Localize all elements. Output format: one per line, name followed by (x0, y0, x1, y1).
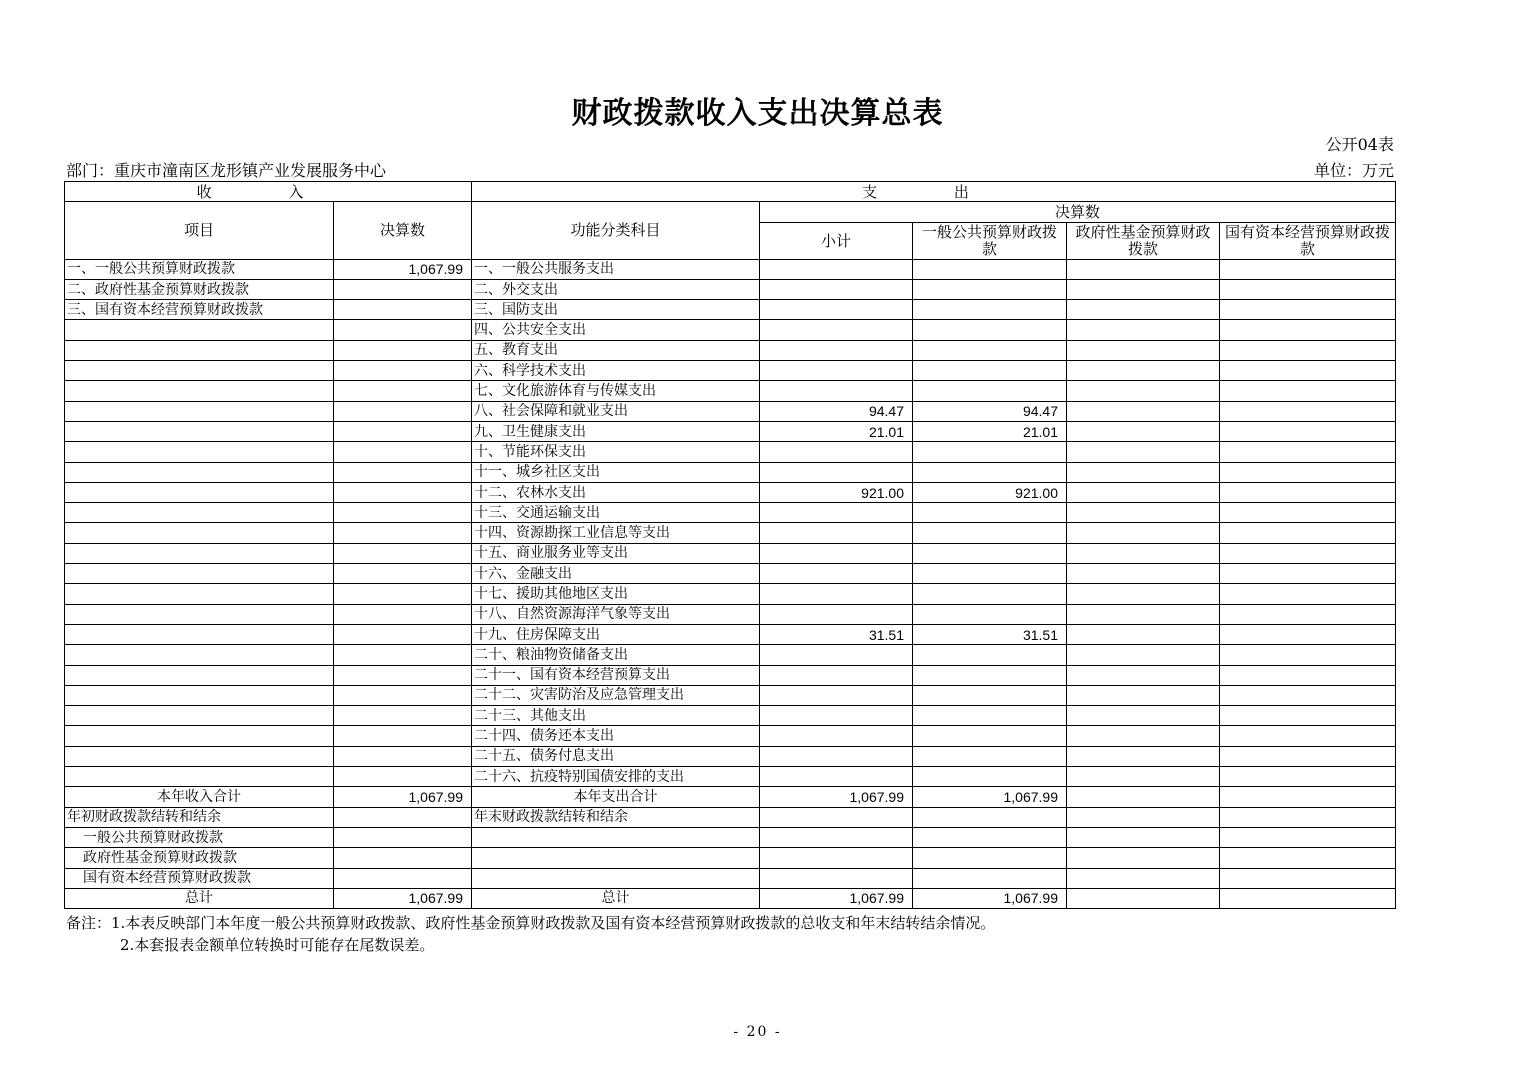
exp-general-cell (913, 645, 1067, 665)
exp-capital-cell (1220, 381, 1396, 401)
exp-capital-cell (1220, 706, 1396, 726)
table-row (65, 523, 1396, 543)
notes (66, 912, 995, 956)
income-amount-cell (334, 462, 472, 482)
exp-fund-cell (1067, 340, 1220, 360)
table-row (65, 401, 1396, 421)
exp-fund-cell (1067, 401, 1220, 421)
year-income-total-label: 本年收入合计 (65, 787, 334, 807)
table-row (65, 665, 1396, 685)
empty-cell (760, 848, 913, 868)
exp-subtotal-cell (760, 462, 913, 482)
unit-label: 单位：万元 (1313, 161, 1394, 180)
exp-general-cell (913, 300, 1067, 320)
exp-capital-cell (1220, 361, 1396, 381)
exp-item-cell: 十五、商业服务业等支出 (472, 543, 760, 563)
income-item-cell (65, 665, 334, 685)
item-header: 项目 (65, 202, 334, 259)
exp-item-cell: 四、公共安全支出 (472, 320, 760, 340)
table-row (65, 361, 1396, 381)
exp-fund-cell (1067, 665, 1220, 685)
exp-fund-cell (1067, 361, 1220, 381)
income-amount-cell (334, 624, 472, 644)
exp-fund-cell (1067, 279, 1220, 299)
year-exp-total-general: 1,067.99 (913, 787, 1067, 807)
table-row (65, 503, 1396, 523)
table-row (65, 381, 1396, 401)
exp-item-cell: 二、外交支出 (472, 279, 760, 299)
grand-exp-total-general: 1,067.99 (913, 888, 1067, 908)
income-amount-cell (334, 746, 472, 766)
table-row (65, 340, 1396, 360)
table-row (65, 706, 1396, 726)
income-header: 收 入 (65, 182, 472, 202)
grand-income-total-amount: 1,067.99 (334, 888, 472, 908)
exp-general-cell (913, 503, 1067, 523)
income-amount-cell (334, 340, 472, 360)
income-item-cell: 一、一般公共预算财政拨款 (65, 259, 334, 279)
exp-item-cell: 十八、自然资源海洋气象等支出 (472, 604, 760, 624)
income-amount-cell (334, 543, 472, 563)
income-item-cell (65, 442, 334, 462)
exp-capital-cell (1220, 503, 1396, 523)
exp-general-cell (913, 442, 1067, 462)
income-amount-cell (334, 726, 472, 746)
exp-fund-cell (1067, 543, 1220, 563)
exp-general-cell (913, 665, 1067, 685)
exp-capital-cell (1220, 665, 1396, 685)
exp-subtotal-cell (760, 706, 913, 726)
exp-item-cell: 十一、城乡社区支出 (472, 462, 760, 482)
page-title: 财政拨款收入支出决算总表 (571, 96, 944, 131)
exp-capital-cell (1220, 320, 1396, 340)
exp-subtotal-cell (760, 767, 913, 787)
end-carry-capital (1220, 807, 1396, 827)
exp-capital-cell (1220, 604, 1396, 624)
empty-cell (1067, 848, 1220, 868)
exp-general-cell (913, 340, 1067, 360)
exp-capital-cell (1220, 767, 1396, 787)
carry-sub-fund-amount (334, 848, 472, 868)
exp-general-cell: 31.51 (913, 624, 1067, 644)
exp-general-cell (913, 543, 1067, 563)
exp-item-cell: 二十四、债务还本支出 (472, 726, 760, 746)
income-amount-cell (334, 442, 472, 462)
grand-exp-total-label: 总计 (472, 888, 760, 908)
exp-general-cell (913, 279, 1067, 299)
exp-capital-cell (1220, 624, 1396, 644)
empty-cell (760, 868, 913, 888)
carry-sub-row (65, 827, 1396, 847)
end-carry-subtotal (760, 807, 913, 827)
exp-item-cell: 六、科学技术支出 (472, 361, 760, 381)
exp-fund-cell (1067, 706, 1220, 726)
exp-general-cell (913, 564, 1067, 584)
exp-capital-cell (1220, 462, 1396, 482)
grand-total-row (65, 888, 1396, 908)
exp-general-cell (913, 726, 1067, 746)
header-row-2 (65, 202, 1396, 222)
exp-fund-cell (1067, 300, 1220, 320)
exp-item-cell: 二十三、其他支出 (472, 706, 760, 726)
final-amount-header: 决算数 (334, 202, 472, 259)
exp-subtotal-cell (760, 259, 913, 279)
grand-exp-total-fund (1067, 888, 1220, 908)
income-amount-cell: 1,067.99 (334, 259, 472, 279)
income-item-cell (65, 706, 334, 726)
empty-cell (1067, 868, 1220, 888)
income-amount-cell (334, 421, 472, 441)
exp-capital-cell (1220, 401, 1396, 421)
exp-subtotal-cell: 21.01 (760, 421, 913, 441)
exp-item-cell: 十、节能环保支出 (472, 442, 760, 462)
department-label: 部门：重庆市潼南区龙形镇产业发展服务中心 (66, 161, 387, 180)
exp-subtotal-cell (760, 279, 913, 299)
gov-fund-header: 政府性基金预算财政拨款 (1067, 222, 1220, 259)
exp-capital-cell (1220, 442, 1396, 462)
exp-subtotal-cell (760, 685, 913, 705)
income-amount-cell (334, 685, 472, 705)
income-item-cell (65, 462, 334, 482)
exp-item-cell: 八、社会保障和就业支出 (472, 401, 760, 421)
exp-capital-cell (1220, 279, 1396, 299)
exp-fund-cell (1067, 259, 1220, 279)
carry-sub-capital-amount (334, 868, 472, 888)
exp-subtotal-cell: 921.00 (760, 482, 913, 502)
exp-subtotal-cell (760, 746, 913, 766)
table-row (65, 279, 1396, 299)
exp-general-cell (913, 259, 1067, 279)
table-row (65, 645, 1396, 665)
income-item-cell (65, 604, 334, 624)
exp-general-cell (913, 746, 1067, 766)
table-row (65, 462, 1396, 482)
exp-general-cell (913, 523, 1067, 543)
state-capital-header: 国有资本经营预算财政拨款 (1220, 222, 1396, 259)
exp-fund-cell (1067, 564, 1220, 584)
subtotal-header: 小计 (760, 222, 913, 259)
income-item-cell (65, 361, 334, 381)
exp-item-cell: 二十二、灾害防治及应急管理支出 (472, 685, 760, 705)
exp-item-cell: 三、国防支出 (472, 300, 760, 320)
income-amount-cell (334, 665, 472, 685)
table-row (65, 543, 1396, 563)
income-amount-cell (334, 645, 472, 665)
income-item-cell (65, 767, 334, 787)
exp-fund-cell (1067, 624, 1220, 644)
grand-exp-total-subtotal: 1,067.99 (760, 888, 913, 908)
exp-fund-cell (1067, 421, 1220, 441)
empty-cell (472, 848, 760, 868)
exp-fund-cell (1067, 462, 1220, 482)
grand-exp-total-capital (1220, 888, 1396, 908)
income-item-cell (65, 564, 334, 584)
income-amount-cell (334, 401, 472, 421)
exp-fund-cell (1067, 726, 1220, 746)
exp-capital-cell (1220, 685, 1396, 705)
exp-fund-cell (1067, 584, 1220, 604)
carry-sub-row (65, 868, 1396, 888)
exp-capital-cell (1220, 564, 1396, 584)
exp-general-cell: 921.00 (913, 482, 1067, 502)
exp-item-cell: 九、卫生健康支出 (472, 421, 760, 441)
carry-sub-row (65, 848, 1396, 868)
income-item-cell (65, 726, 334, 746)
table-row (65, 767, 1396, 787)
exp-item-cell: 一、一般公共服务支出 (472, 259, 760, 279)
exp-general-cell (913, 361, 1067, 381)
empty-cell (913, 848, 1067, 868)
exp-subtotal-cell: 94.47 (760, 401, 913, 421)
year-exp-total-label: 本年支出合计 (472, 787, 760, 807)
empty-cell (1220, 848, 1396, 868)
exp-subtotal-cell (760, 604, 913, 624)
function-class-header: 功能分类科目 (472, 202, 760, 259)
income-amount-cell (334, 767, 472, 787)
exp-item-cell: 十七、援助其他地区支出 (472, 584, 760, 604)
exp-fund-cell (1067, 503, 1220, 523)
income-item-cell (65, 482, 334, 502)
income-amount-cell (334, 320, 472, 340)
exp-subtotal-cell (760, 523, 913, 543)
year-exp-total-subtotal: 1,067.99 (760, 787, 913, 807)
exp-fund-cell (1067, 381, 1220, 401)
table-row (65, 421, 1396, 441)
exp-general-cell (913, 462, 1067, 482)
exp-fund-cell (1067, 604, 1220, 624)
income-amount-cell (334, 503, 472, 523)
exp-fund-cell (1067, 645, 1220, 665)
exp-subtotal-cell (760, 442, 913, 462)
page-number: - 20 - (733, 1024, 782, 1040)
carry-sub-general: 一般公共预算财政拨款 (65, 827, 334, 847)
year-exp-total-capital (1220, 787, 1396, 807)
exp-general-cell (913, 767, 1067, 787)
carry-sub-fund: 政府性基金预算财政拨款 (65, 848, 334, 868)
exp-item-cell: 十二、农林水支出 (472, 482, 760, 502)
note-line-2: 2.本套报表金额单位转换时可能存在尾数误差。 (120, 936, 435, 954)
income-amount-cell (334, 564, 472, 584)
exp-subtotal-cell (760, 300, 913, 320)
exp-subtotal-cell (760, 584, 913, 604)
table-row (65, 624, 1396, 644)
exp-capital-cell (1220, 523, 1396, 543)
empty-cell (913, 868, 1067, 888)
income-item-cell (65, 543, 334, 563)
exp-subtotal-cell (760, 665, 913, 685)
empty-cell (760, 827, 913, 847)
table-row (65, 746, 1396, 766)
exp-capital-cell (1220, 584, 1396, 604)
income-item-cell (65, 381, 334, 401)
income-item-cell (65, 320, 334, 340)
income-item-cell (65, 584, 334, 604)
exp-capital-cell (1220, 645, 1396, 665)
income-amount-cell (334, 604, 472, 624)
income-amount-cell (334, 523, 472, 543)
table-row (65, 320, 1396, 340)
grand-income-total-label: 总计 (65, 888, 334, 908)
exp-fund-cell (1067, 685, 1220, 705)
income-item-cell: 三、国有资本经营预算财政拨款 (65, 300, 334, 320)
income-item-cell (65, 685, 334, 705)
exp-capital-cell (1220, 726, 1396, 746)
exp-general-cell (913, 320, 1067, 340)
year-income-total-amount: 1,067.99 (334, 787, 472, 807)
income-item-cell (65, 645, 334, 665)
begin-carry-label: 年初财政拨款结转和结余 (65, 807, 334, 827)
year-exp-total-fund (1067, 787, 1220, 807)
begin-carry-amount (334, 807, 472, 827)
end-carry-fund (1067, 807, 1220, 827)
exp-capital-cell (1220, 482, 1396, 502)
empty-cell (1220, 827, 1396, 847)
exp-item-cell: 二十、粮油物资储备支出 (472, 645, 760, 665)
exp-fund-cell (1067, 320, 1220, 340)
income-item-cell: 二、政府性基金预算财政拨款 (65, 279, 334, 299)
exp-fund-cell (1067, 482, 1220, 502)
note-line-1: 备注：1.本表反映部门本年度一般公共预算财政拨款、政府性基金预算财政拨款及国有资本经营预算财政拨款的总收支和年末结转结余情况。 (66, 914, 996, 932)
income-item-cell (65, 421, 334, 441)
table-row (65, 604, 1396, 624)
exp-capital-cell (1220, 421, 1396, 441)
income-item-cell (65, 340, 334, 360)
budget-summary-table (64, 181, 1396, 909)
income-amount-cell (334, 482, 472, 502)
table-row (65, 259, 1396, 279)
income-amount-cell (334, 300, 472, 320)
exp-item-cell: 十六、金融支出 (472, 564, 760, 584)
table-row (65, 685, 1396, 705)
exp-item-cell: 二十六、抗疫特别国债安排的支出 (472, 767, 760, 787)
income-item-cell (65, 523, 334, 543)
table-row (65, 442, 1396, 462)
carry-sub-general-amount (334, 827, 472, 847)
exp-capital-cell (1220, 746, 1396, 766)
exp-item-cell: 十九、住房保障支出 (472, 624, 760, 644)
empty-cell (472, 868, 760, 888)
exp-subtotal-cell (760, 361, 913, 381)
exp-general-cell: 21.01 (913, 421, 1067, 441)
empty-cell (1067, 827, 1220, 847)
exp-capital-cell (1220, 543, 1396, 563)
exp-subtotal-cell (760, 381, 913, 401)
exp-fund-cell (1067, 523, 1220, 543)
exp-general-cell (913, 584, 1067, 604)
table-row (65, 564, 1396, 584)
income-item-cell (65, 624, 334, 644)
exp-general-cell (913, 706, 1067, 726)
exp-general-cell: 94.47 (913, 401, 1067, 421)
exp-item-cell: 五、教育支出 (472, 340, 760, 360)
exp-subtotal-cell (760, 645, 913, 665)
exp-subtotal-cell (760, 564, 913, 584)
table-row (65, 726, 1396, 746)
carry-sub-capital: 国有资本经营预算财政拨款 (65, 868, 334, 888)
exp-subtotal-cell: 31.51 (760, 624, 913, 644)
final-amount-group-header: 决算数 (760, 202, 1396, 222)
table-row (65, 584, 1396, 604)
header-row-1 (65, 182, 1396, 202)
exp-subtotal-cell (760, 320, 913, 340)
exp-subtotal-cell (760, 503, 913, 523)
general-budget-header: 一般公共预算财政拨款 (913, 222, 1067, 259)
exp-general-cell (913, 685, 1067, 705)
exp-fund-cell (1067, 442, 1220, 462)
expenditure-header: 支 出 (472, 182, 1396, 202)
income-item-cell (65, 503, 334, 523)
income-amount-cell (334, 706, 472, 726)
form-number: 公开04表 (1325, 135, 1394, 154)
exp-subtotal-cell (760, 340, 913, 360)
year-total-row (65, 787, 1396, 807)
table-row (65, 482, 1396, 502)
income-item-cell (65, 746, 334, 766)
exp-capital-cell (1220, 300, 1396, 320)
exp-item-cell: 七、文化旅游体育与传媒支出 (472, 381, 760, 401)
exp-item-cell: 十三、交通运输支出 (472, 503, 760, 523)
exp-fund-cell (1067, 767, 1220, 787)
income-amount-cell (334, 584, 472, 604)
empty-cell (472, 827, 760, 847)
table-row (65, 300, 1396, 320)
exp-item-cell: 十四、资源勘探工业信息等支出 (472, 523, 760, 543)
exp-subtotal-cell (760, 543, 913, 563)
income-amount-cell (334, 279, 472, 299)
exp-general-cell (913, 381, 1067, 401)
exp-capital-cell (1220, 259, 1396, 279)
income-amount-cell (334, 381, 472, 401)
exp-subtotal-cell (760, 726, 913, 746)
exp-general-cell (913, 604, 1067, 624)
exp-item-cell: 二十一、国有资本经营预算支出 (472, 665, 760, 685)
carry-row (65, 807, 1396, 827)
exp-item-cell: 二十五、债务付息支出 (472, 746, 760, 766)
empty-cell (913, 827, 1067, 847)
end-carry-general (913, 807, 1067, 827)
income-item-cell (65, 401, 334, 421)
exp-capital-cell (1220, 340, 1396, 360)
exp-fund-cell (1067, 746, 1220, 766)
income-amount-cell (334, 361, 472, 381)
empty-cell (1220, 868, 1396, 888)
end-carry-label: 年末财政拨款结转和结余 (472, 807, 760, 827)
